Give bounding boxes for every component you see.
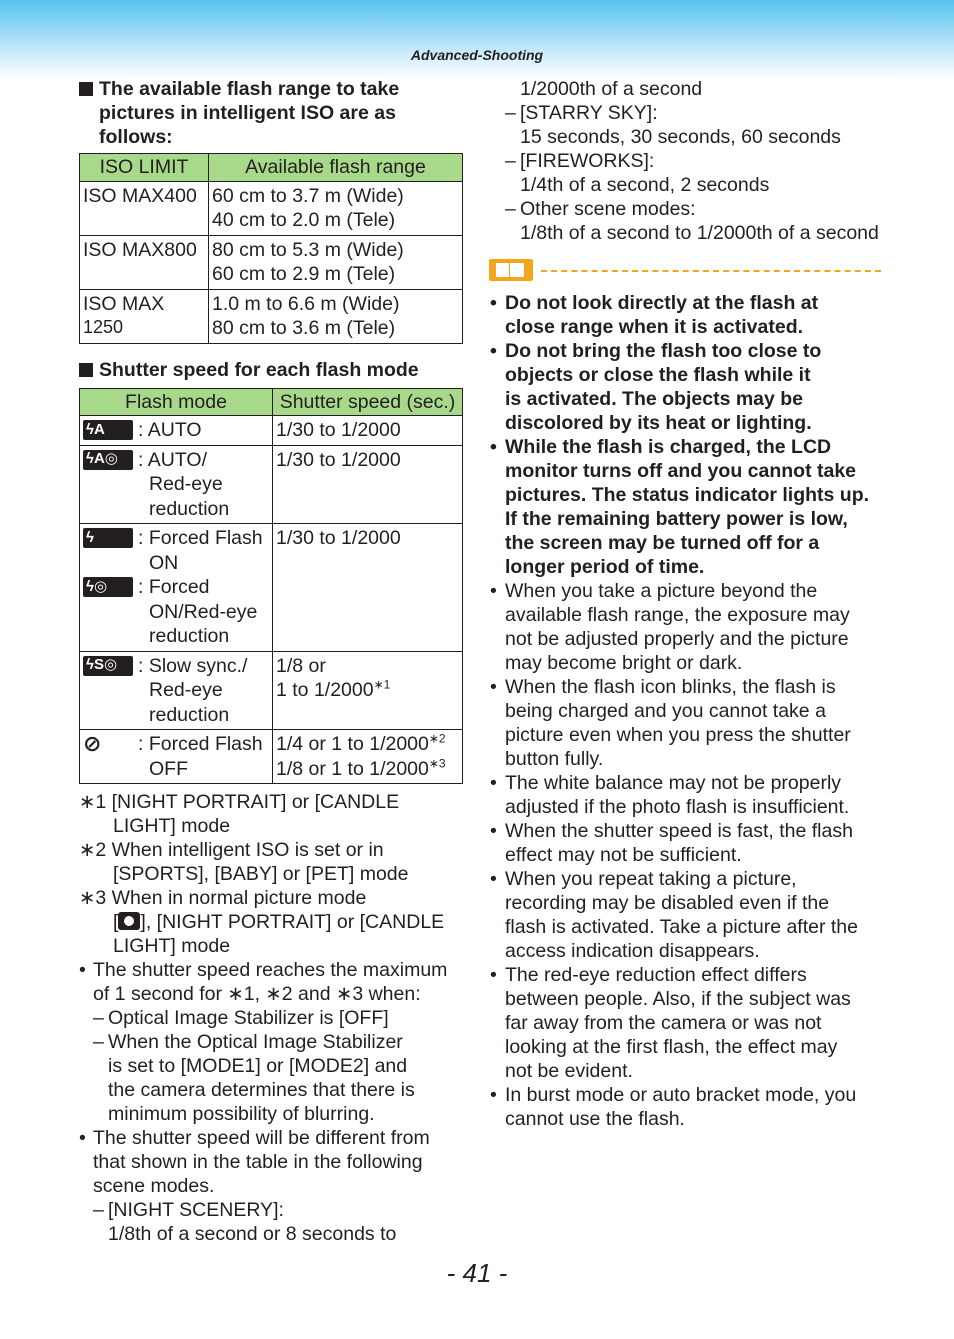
flash-range-cell: 60 cm to 3.7 m (Wide) 40 cm to 2.0 m (Tele) — [209, 181, 463, 235]
table-header-row — [80, 388, 463, 416]
table-row — [80, 445, 463, 524]
flash-forced-redeye-icon: ϟ◎ — [83, 577, 133, 597]
list-item: • When the shutter speed is fast, the flash effect may not be sufficient. — [489, 819, 881, 867]
column-header: Flash mode — [80, 388, 273, 416]
shutter-speed-cell: 1/30 to 1/2000 — [273, 524, 463, 652]
flash-off-icon: ⊘ — [83, 734, 109, 754]
page-number: - 41 - — [446, 1258, 508, 1288]
scene-mode-list: 1/2000th of a second – [STARRY SKY]: 15 seconds, 30 seconds, 60 seconds – [FIREWORKS]: 1/4th of a second, 2 seconds – Other scene modes: 1/8th of a second to 1/2000th of a second — [489, 77, 881, 245]
flash-mode-cell: ϟS◎ : Slow sync./ Red-eye reduction — [80, 651, 273, 730]
note-divider — [489, 259, 881, 285]
shutter-heading: Shutter speed for each flash mode — [79, 358, 467, 382]
list-item: • The red-eye reduction effect differs between people. Also, if the subject was far away from the camera or was not looking at the first flash, the effect may not be evident. — [489, 963, 881, 1083]
flash-mode-table — [79, 388, 463, 785]
table-row — [80, 181, 463, 235]
list-item: • When you repeat taking a picture, recording may be disabled even if the flash is activated. Take a picture after the access indication disappears. — [489, 867, 881, 963]
footnote-2: ∗2 When intelligent ISO is set or in [SPORTS], [BABY] or [PET] mode — [79, 839, 409, 885]
flash-mode-cell: ϟA◎ : AUTO/ Red-eye reduction — [80, 445, 273, 524]
footnote-3: ∗3 When in normal picture mode [ ], [NIGHT PORTRAIT] or [CANDLE LIGHT] mode — [79, 887, 445, 957]
table-row — [80, 235, 463, 289]
column-header: Shutter speed (sec.) — [273, 388, 463, 416]
column-header: ISO LIMIT — [80, 154, 209, 182]
table-row — [80, 416, 463, 446]
footnote-1: ∗1 [NIGHT PORTRAIT] or [CANDLE LIGHT] mode — [79, 791, 400, 837]
list-item: • The shutter speed will be different from that shown in the table in the following scene modes. – [NIGHT SCENERY]: 1/8th of a second or 8 seconds to — [79, 1126, 467, 1246]
note-book-icon — [489, 259, 533, 281]
table-row — [80, 289, 463, 343]
flash-range-cell: 80 cm to 5.3 m (Wide) 60 cm to 2.9 m (Tele) — [209, 235, 463, 289]
table-row — [80, 651, 463, 730]
footnotes — [79, 790, 467, 958]
flash-mode-cell: ϟ : Forced Flash ON ϟ◎ : Forced ON/Red-eye reduction — [80, 524, 273, 652]
flash-range-cell: 1.0 m to 6.6 m (Wide) 80 cm to 3.6 m (Tele) — [209, 289, 463, 343]
table-row — [80, 730, 463, 784]
section-label: Advanced-Shooting — [410, 47, 544, 63]
flash-forced-on-icon: ϟ — [83, 528, 133, 548]
flash-auto-redeye-icon: ϟA◎ — [83, 450, 133, 470]
table-header-row — [80, 154, 463, 182]
flash-slow-sync-icon: ϟS◎ — [83, 656, 133, 676]
table-row — [80, 524, 463, 652]
left-column — [79, 77, 467, 1246]
right-column — [489, 77, 881, 1131]
shutter-speed-cell: 1/30 to 1/2000 — [273, 416, 463, 446]
dashed-divider — [541, 270, 881, 272]
list-item: • The white balance may not be properly adjusted if the photo flash is insufficient. — [489, 771, 881, 819]
column-header: Available flash range — [209, 154, 463, 182]
list-item: • When the flash icon blinks, the flash is being charged and you cannot take a picture even when you press the shutter button fully. — [489, 675, 881, 771]
iso-table — [79, 153, 463, 344]
square-bullet-icon — [79, 82, 93, 96]
shutter-speed-cell: 1/4 or 1 to $1/2000^{∗2}$ 1/8 or 1 to $1/2000^{∗3}$ — [273, 730, 463, 784]
list-item: • Do not look directly at the flash at close range when it is activated. — [489, 291, 881, 339]
iso-limit-cell: ISO MAX 1250 — [80, 289, 209, 343]
flash-mode-cell: ⊘ : Forced Flash OFF — [80, 730, 273, 784]
list-item: • While the flash is charged, the LCD monitor turns off and you cannot take pictures. The status indicator lights up. If the remaining battery power is low, the screen may be turned off for a longer period of time. — [489, 435, 881, 579]
iso-heading: The available flash range to take pictures in intelligent ISO are as follows: — [79, 77, 467, 149]
shutter-speed-cell: 1/30 to 1/2000 — [273, 445, 463, 524]
iso-limit-cell: ISO MAX400 — [80, 181, 209, 235]
header-band — [0, 0, 954, 80]
shutter-speed-cell: 1/8 or 1 to $1/2000^{∗1}$ — [273, 651, 463, 730]
list-item: • The shutter speed reaches the maximum of 1 second for ∗1, ∗2 and ∗3 when: – Optical Image Stabilizer is [OFF] – When the Optical Image Stabilizer is set to [MODE1] or [MODE2] and the camera determines that there is minimum possibility of blurring. — [79, 958, 467, 1126]
flash-auto-icon: ϟA — [83, 420, 133, 440]
camera-icon — [118, 912, 140, 930]
list-item: • In burst mode or auto bracket mode, you cannot use the flash. — [489, 1083, 881, 1131]
iso-limit-cell: ISO MAX800 — [80, 235, 209, 289]
list-item: • When you take a picture beyond the available flash range, the exposure may not be adjusted properly and the picture may become bright or dark. — [489, 579, 881, 675]
square-bullet-icon — [79, 363, 93, 377]
flash-mode-cell: ϟA : AUTO — [80, 416, 273, 446]
list-item: • Do not bring the flash too close to objects or close the flash while it is activated. The objects may be discolored by its heat or lighting. — [489, 339, 881, 435]
